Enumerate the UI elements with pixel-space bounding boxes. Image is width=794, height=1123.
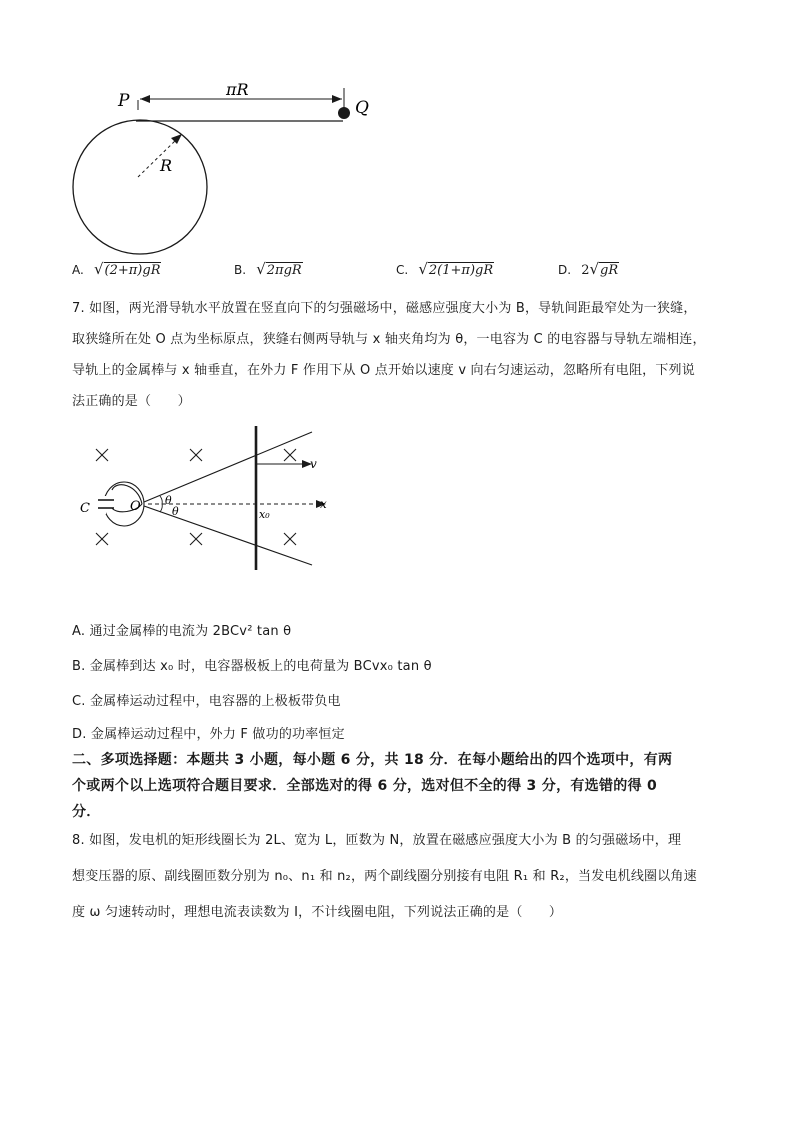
sqrt-expression: √(2+π)gR bbox=[93, 260, 161, 278]
label-v: v bbox=[310, 457, 317, 471]
sqrt-expression: √2πgR bbox=[256, 260, 302, 278]
label-o: O bbox=[130, 499, 141, 514]
label-pi-r: πR bbox=[226, 80, 249, 99]
label-x0: x₀ bbox=[259, 508, 270, 521]
option-key: A. bbox=[72, 263, 84, 277]
label-p: P bbox=[118, 91, 130, 111]
option-key: B. bbox=[234, 263, 247, 277]
section-2-line-2: 个或两个以上选项符合题目要求．全部选对的得 6 分，选对但不全的得 3 分，有选错的得 0 bbox=[72, 778, 658, 794]
q6-option-a bbox=[72, 260, 161, 278]
q7-option-d: D. 金属棒运动过程中，外力 F 做功的功率恒定 bbox=[72, 727, 345, 742]
q8-line-3: 度 ω 匀速转动时，理想电流表读数为 I，不计线圈电阻，下列说法正确的是（ ） bbox=[72, 905, 563, 920]
label-x: x bbox=[320, 497, 327, 511]
label-theta-upper: θ bbox=[165, 494, 172, 507]
sqrt-expression: √gR bbox=[589, 260, 619, 278]
option-key: C. bbox=[396, 263, 409, 277]
sqrt-expression: √2(1+π)gR bbox=[418, 260, 494, 278]
field-x-marks bbox=[96, 449, 296, 545]
q7-line-1: 7. 如图，两光滑导轨水平放置在竖直向下的匀强磁场中，磁感应强度大小为 B，导轨间距最窄处为一狭缝， bbox=[72, 301, 697, 316]
label-theta-lower: θ bbox=[172, 505, 179, 518]
label-r: R bbox=[160, 156, 173, 175]
q6-option-b bbox=[234, 260, 303, 278]
q7-option-c: C. 金属棒运动过程中，电容器的上极板带负电 bbox=[72, 694, 341, 709]
label-c: C bbox=[80, 501, 90, 516]
q7-line-2: 取狭缝所在处 O 点为坐标原点，狭缝右侧两导轨与 x 轴夹角均为 θ，一电容为 C 的电容器与导轨左端相连， bbox=[72, 332, 706, 347]
figure-rails-capacitor bbox=[72, 420, 342, 575]
q6-option-c bbox=[396, 260, 494, 278]
figure-circle-track bbox=[60, 80, 390, 270]
q7-line-4: 法正确的是（ ） bbox=[72, 394, 191, 409]
section-2-line-1: 二、多项选择题：本题共 3 小题，每小题 6 分，共 18 分．在每小题给出的四个选项中，有两 bbox=[72, 752, 673, 768]
q7-line-3: 导轨上的金属棒与 x 轴垂直，在外力 F 作用下从 O 点开始以速度 v 向右匀速运动，忽略所有电阻，下列说 bbox=[72, 363, 695, 378]
label-q: Q bbox=[355, 98, 369, 118]
ball-q bbox=[338, 107, 350, 119]
q7-option-b: B. 金属棒到达 x₀ 时，电容器极板上的电荷量为 BCvx₀ tan θ bbox=[72, 659, 432, 674]
option-key: D. bbox=[558, 263, 572, 277]
q7-option-a: A. 通过金属棒的电流为 2BCv² tan θ bbox=[72, 624, 292, 639]
q6-option-d bbox=[558, 260, 619, 278]
q8-line-2: 想变压器的原、副线圈匝数分别为 n₀、n₁ 和 n₂，两个副线圈分别接有电阻 R₁ 和 R₂，当发电机线圈以角速 bbox=[72, 869, 697, 884]
section-2-line-3: 分． bbox=[72, 804, 101, 820]
q8-line-1: 8. 如图，发电机的矩形线圈长为 2L、宽为 L，匝数为 N，放置在磁感应强度大小为 B 的匀强磁场中，理 bbox=[72, 833, 682, 848]
prefix: 2 bbox=[581, 263, 590, 278]
